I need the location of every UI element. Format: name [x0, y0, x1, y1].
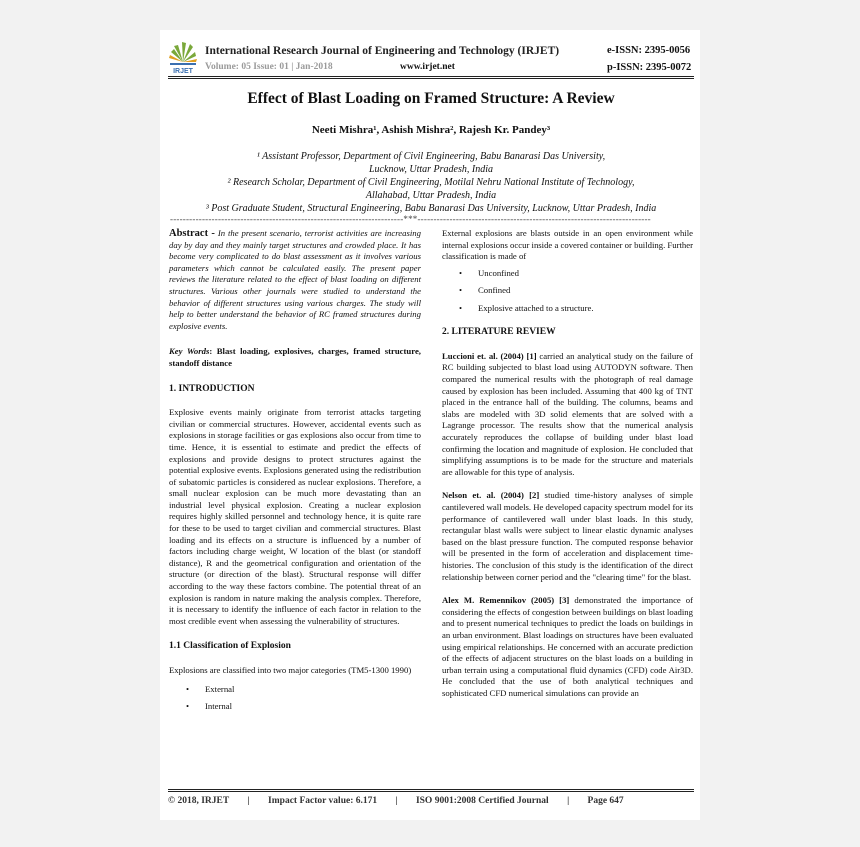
footer-separator: |: [247, 796, 250, 806]
list-item: • Internal: [169, 698, 421, 716]
section-separator: -------------------------------------------------------------------------***-------------------------------------------------------------------------: [170, 214, 651, 224]
copyright: © 2018, IRJET: [168, 796, 230, 806]
keywords-label: Key Words: [169, 346, 210, 357]
left-column: [169, 228, 421, 716]
affiliation-2-cont: Allahabad, Uttar Pradesh, India: [365, 190, 497, 201]
page-number: Page 647: [587, 796, 624, 806]
citation: Alex M. Remennikov (2005) [3]: [442, 595, 570, 606]
list-item: • Unconfined: [442, 265, 693, 283]
footer-separator: |: [395, 796, 398, 806]
journal-name: International Research Journal of Engineering and Technology (IRJET): [205, 45, 560, 57]
abstract-label: Abstract -: [169, 228, 215, 239]
abstract-text: In the present scenario, terrorist activities are increasing day by day and they mainly target structures and crowded place. It has become very complicated to do blast assessment as it involves various parameters which cannot be calculated easily. The present paper reviews the literature related to the effect of blast loading on different structures. Various other journals were studied to understand the behavior of different structures using various charges. The study will help to better understand the behavior of RC framed structures during explosive events.: [169, 228, 421, 331]
explosion-types-list: [442, 265, 693, 318]
intro-text: Explosive events mainly originate from terrorist attacks targeting civilian or commercial structures. However, accidental events such as explosions in storage facilities or gas explosions also occur from time to time. Hence, it is essential to estimate and predict the effects of explosions and provide designs to protect structures against the potential explosive events. Explosions generated using the redistribution of subatomic particles is considered as nuclear explosions. Therefore, a small nuclear explosion can be much more devastating than an industrial level physical explosion. Creating a nuclear explosion requires highly skilled personnel and technology hence, it is quite rare for these to be used to target civilian and commercial structures. Blast loading and its effects on a structure is influenced by a number of factors including charge weight, W location of the blast (or standoff distance), R and the geometrical configuration and orientation of the structure (or direction of the blast). Structural response will differ according to the way these factors combine. The potential threat of an explosion is random in nature making the analysis complex. Therefore, it is necessary to identify the influence of each factor in relation to the most credible event when assessing the vulnerability of structures.: [169, 407, 421, 626]
reference-paragraph: Luccioni et. al. (2004) [1] carried an analytical study on the failure of RC building subjected to blast load using AUTODYN software. Then compared the numerical results with the photograph of real damage caused by explosion has been included. Assuming that 400 kg of TNT placed in the entrance hall of the building. The columns, beams and slabs are modeled with 3D solid elements that are solved with a Lagrange processor. The results show that the numerical analysis accurately reproduces the collapse of building under blast load confirming the location and magnitude of explosion. He concluded that simplifying assumptions is to be made for the structure and materials are allowable for this type of analysis.: [442, 350, 694, 477]
iso-certification: ISO 9001:2008 Certified Journal: [415, 796, 549, 806]
reference-paragraph: Nelson et. al. (2004) [2] studied time-history analyses of simple cantilevered wall models. He developed capacity spectrum model for its performance of cantilevered wall under blast loads. In this study, rectangular blast walls were subject to linear elastic dynamic analyses based on the blast pressure function. The computed response behavior will be presented in the form of acceleration and displacement time-histories. The conclusion of this study is the identification of the direct relationship between corner period and the "clearing time" for the blast.: [442, 490, 693, 582]
journal-website[interactable]: www.irjet.net: [400, 62, 455, 72]
bullet-icon: •: [186, 683, 190, 694]
list-item: • Confined: [442, 282, 693, 300]
abstract: [169, 228, 421, 332]
intro-heading: 1. INTRODUCTION: [169, 383, 255, 394]
volume-issue: Volume: 05 Issue: 01 | Jan-2018: [205, 62, 333, 72]
e-issn: e-ISSN: 2395-0056: [607, 45, 691, 56]
impact-factor: Impact Factor value: 6.171: [268, 796, 378, 806]
citation: Nelson et. al. (2004) [2]: [442, 490, 540, 501]
affiliation-3: ³ Post Graduate Student, Structural Engineering, Babu Banarasi Das University, Lucknow, Uttar Pradesh, India: [205, 203, 657, 214]
footer-separator: |: [567, 796, 570, 806]
reference-paragraph: Alex M. Remennikov (2005) [3] demonstrated the importance of considering the effects of congestion between buildings on blast loading and to present numerical techniques to predict the loads on buildings in an urban environment. Blast loadings on structures have been evaluated using empirical relationships. He concerned with an accurate prediction of the effects of adjacent structures on the blast loads on a building in urban terrain using a computational fluid dynamics (CFD) code Air3D. He concluded that the use of both analytical techniques and sophisticated CFD numerical simulations can provide an: [442, 595, 694, 698]
header-rule: [168, 78, 694, 79]
list-item: • External: [169, 681, 421, 699]
list-item: • Explosive attached to a structure.: [442, 300, 693, 318]
p-issn: p-ISSN: 2395-0072: [607, 62, 692, 73]
classification-heading: 1.1 Classification of Explosion: [169, 641, 291, 652]
footer-rule: [168, 789, 694, 790]
bullet-icon: •: [186, 701, 190, 712]
right-column: [442, 228, 693, 700]
affiliation-2: ² Research Scholar, Department of Civil Engineering, Motilal Nehru National Institute of Technology,: [227, 177, 635, 188]
logo-text: IRJET: [173, 68, 193, 75]
header-rule: [168, 76, 694, 77]
keywords: [169, 346, 421, 369]
bullet-icon: •: [459, 267, 463, 278]
paper-title: Effect of Blast Loading on Framed Structure: A Review: [247, 90, 615, 107]
page-footer: [168, 796, 694, 806]
irjet-logo: [168, 40, 198, 76]
bullet-icon: •: [459, 302, 463, 313]
classification-list: [169, 681, 421, 716]
bullet-icon: •: [459, 285, 463, 296]
citation: Luccioni et. al. (2004) [1]: [442, 350, 537, 361]
author-list: Neeti Mishra¹, Ashish Mishra², Rajesh Kr. Pandey³: [311, 124, 551, 136]
explosion-continuation: External explosions are blasts outside in an open environment while internal explosions occur inside a covered container or building. Further classification is made of: [442, 228, 693, 262]
classification-text: Explosions are classified into two major categories (TM5-1300 1990): [169, 665, 412, 675]
affiliation-1: ¹ Assistant Professor, Department of Civil Engineering, Babu Banarasi Das University,: [256, 151, 606, 162]
footer-rule: [168, 791, 694, 792]
keywords-text: : Blast loading, explosives, charges, framed structure, standoff distance: [169, 346, 421, 368]
affiliation-1-cont: Lucknow, Uttar Pradesh, India: [369, 164, 493, 175]
literature-heading: 2. LITERATURE REVIEW: [442, 327, 556, 338]
